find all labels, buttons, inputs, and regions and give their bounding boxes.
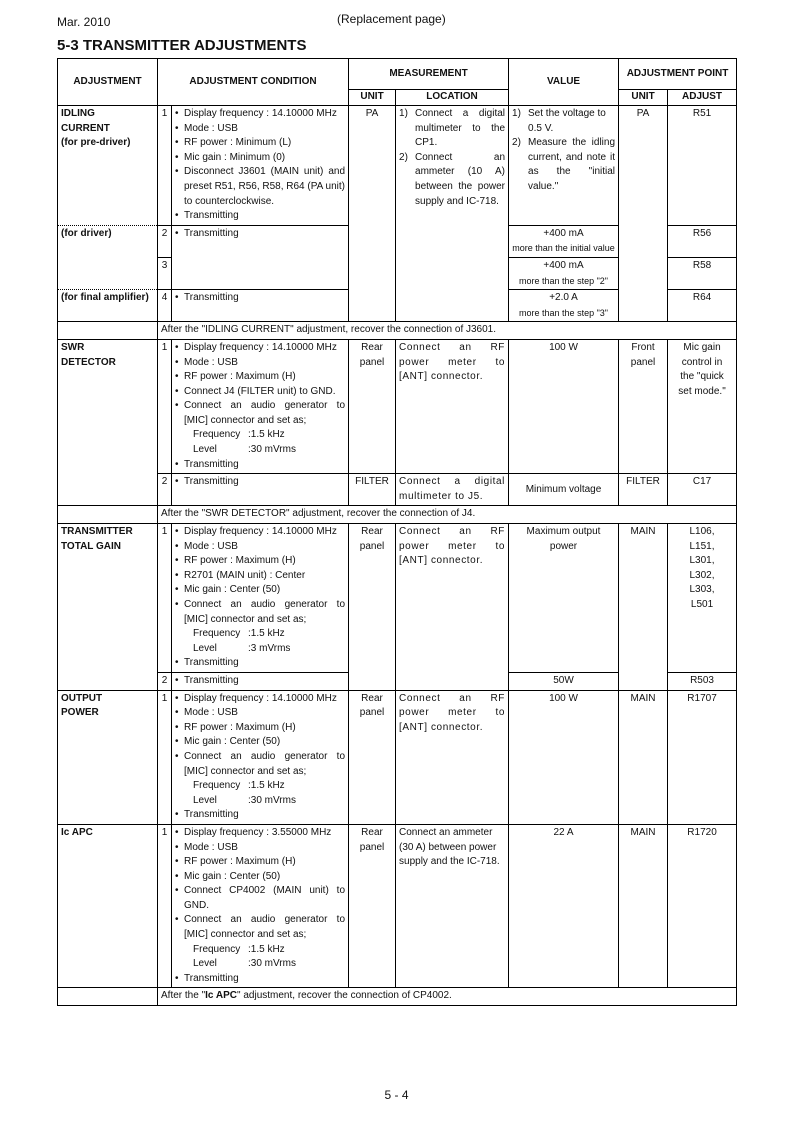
location-text: Connect an RF power meter to [ANT] connector. (399, 692, 506, 733)
adjust-part: L303, (689, 584, 715, 596)
adjustment-sublabel: (for driver) (58, 225, 158, 257)
condition-item: • Transmitting (175, 227, 345, 242)
adjust-part: L301, (689, 555, 715, 567)
setting-value: :1.5 kHz (248, 429, 285, 441)
condition-item: • Mode : USB (175, 122, 345, 137)
condition-item: • Display frequency : 14.10000 MHz (175, 525, 345, 540)
table-row (58, 524, 737, 673)
condition-item: • Transmitting (175, 808, 345, 823)
value-cell: Maximum output power (509, 524, 619, 673)
header-date: Mar. 2010 (57, 15, 111, 29)
adj-unit: Front panel (619, 339, 668, 473)
step-number: 2 (158, 225, 172, 257)
condition-cell (172, 339, 349, 473)
after-note (158, 988, 737, 1006)
condition-item: • Disconnect J3601 (MAIN unit) and preset R51, R56, R58, R64 (PA unit) to counterclockwise. (175, 165, 345, 209)
condition-item: • Display frequency : 3.55000 MHz (175, 826, 345, 841)
value-main: +2.0 A (549, 292, 578, 304)
col-adjustment-point: ADJUSTMENT POINT (619, 59, 737, 90)
setting-label: Frequency (193, 943, 241, 955)
value-text: Measure the idling current, and note it as the "initial value." (528, 137, 616, 192)
adj-control: R56 (668, 225, 737, 257)
condition-item: • Connect an audio generator to [MIC] connector and set as; (175, 750, 345, 779)
setting-value: :30 mVrms (248, 958, 296, 970)
col-adjustment: ADJUSTMENT (58, 59, 158, 106)
table-row (58, 474, 737, 506)
table-row (58, 106, 737, 226)
measure-unit: FILTER (349, 474, 396, 506)
gain-title: TRANSMITTER TOTAL GAIN (61, 526, 133, 552)
setting-value: :1.5 kHz (248, 943, 285, 955)
condition-item: • R2701 (MAIN unit) : Center (175, 569, 345, 584)
value-cell: 100 W (509, 690, 619, 824)
condition-item: • RF power : Maximum (H) (175, 855, 345, 870)
condition-item: • Transmitting (175, 656, 345, 671)
condition-item: • RF power : Maximum (H) (175, 370, 345, 385)
condition-item: • Display frequency : 14.10000 MHz (175, 341, 345, 356)
adjust-part: L501 (690, 599, 714, 610)
level-setting (175, 794, 345, 809)
location-item: 1) Connect a digital multimeter to the CP1. (399, 107, 505, 151)
col-ap-adjust: ADJUST (668, 90, 737, 106)
condition-cell (172, 474, 349, 506)
adj-control: C17 (668, 474, 737, 506)
replacement-note: (Replacement page) (337, 12, 446, 26)
adj-unit: MAIN (619, 824, 668, 988)
condition-item: • Display frequency : 14.10000 MHz (175, 692, 345, 707)
adj-control: R58 (668, 257, 737, 289)
condition-item: • Transmitting (175, 972, 345, 987)
condition-item: • Transmitting (175, 209, 345, 224)
condition-cell (172, 290, 349, 322)
setting-label: Level (193, 642, 217, 654)
measure-unit: Rear panel (349, 824, 396, 988)
measure-unit: PA (349, 106, 396, 322)
condition-item: • Display frequency : 14.10000 MHz (175, 107, 345, 122)
adj-control (668, 524, 737, 673)
value-text: Set the voltage to 0.5 V. (528, 108, 606, 134)
adj-unit: FILTER (619, 474, 668, 506)
condition-item: • Transmitting (175, 674, 345, 689)
condition-item: • Mic gain : Center (50) (175, 735, 345, 750)
note-row (58, 988, 737, 1006)
condition-item: • Connect CP4002 (MAIN unit) to GND. (175, 884, 345, 913)
measure-location (396, 339, 509, 473)
adjustment-name (58, 690, 158, 824)
col-measurement: MEASUREMENT (349, 59, 509, 90)
adjustment-table (57, 58, 737, 1006)
location-text: Connect an RF power meter to [ANT] connector. (399, 526, 506, 567)
condition-cell (172, 225, 349, 289)
adjustment-sublabel: (for final amplifier) (58, 290, 158, 322)
swr-title: SWR DETECTOR (61, 341, 116, 368)
col-condition: ADJUSTMENT CONDITION (158, 59, 349, 106)
setting-value: :30 mVrms (248, 794, 296, 806)
value-cell (509, 225, 619, 257)
adjust-part: L302, (689, 569, 715, 581)
adjustment-blank (58, 257, 158, 289)
col-unit: UNIT (349, 90, 396, 106)
output-title: OUTPUT POWER (61, 692, 103, 719)
condition-item: • Connect an audio generator to [MIC] connector and set as; (175, 598, 345, 627)
value-cell: 100 W (509, 339, 619, 473)
location-text: Connect a digital multimeter to the CP1. (415, 108, 506, 149)
col-location: LOCATION (396, 90, 509, 106)
condition-item: • RF power : Minimum (L) (175, 136, 345, 151)
condition-cell (172, 690, 349, 824)
adjust-part: L106, (689, 526, 715, 538)
setting-label: Level (193, 958, 217, 970)
setting-value: :30 mVrms (248, 444, 296, 456)
page-title: 5-3 TRANSMITTER ADJUSTMENTS (57, 37, 307, 54)
condition-item: • Mode : USB (175, 706, 345, 721)
adjustment-name (58, 339, 158, 506)
step-number: 3 (158, 257, 172, 289)
step-number: 2 (158, 672, 172, 690)
setting-label: Frequency (193, 429, 241, 441)
condition-item: • Connect an audio generator to [MIC] connector and set as; (175, 913, 345, 942)
condition-item: • Transmitting (175, 291, 345, 306)
adjustment-blank (58, 988, 158, 1006)
adj-unit: PA (619, 106, 668, 322)
measure-location (396, 106, 509, 322)
note-row (58, 506, 737, 524)
measure-unit: Rear panel (349, 690, 396, 824)
condition-item: • Mode : USB (175, 356, 345, 371)
condition-item: • Mode : USB (175, 540, 345, 555)
value-note: more than the initial value (512, 243, 615, 254)
measure-location (396, 524, 509, 691)
value-main: +400 mA (543, 227, 584, 239)
adj-control: R64 (668, 290, 737, 322)
page-number: 5 - 4 (384, 1088, 409, 1102)
setting-value: :1.5 kHz (248, 628, 285, 640)
condition-item: • Connect J4 (FILTER unit) to GND. (175, 385, 345, 400)
note-emphasis: Ic APC (205, 990, 238, 1002)
value-cell: Minimum voltage (509, 474, 619, 506)
step-number: 1 (158, 824, 172, 988)
frequency-setting (175, 428, 345, 443)
value-cell (509, 257, 619, 289)
adj-control: R1707 (668, 690, 737, 824)
after-note: After the "IDLING CURRENT" adjustment, recover the connection of J3601. (158, 322, 737, 340)
measure-location (396, 474, 509, 506)
adj-control: R51 (668, 106, 737, 226)
condition-item: • Connect an audio generator to [MIC] connector and set as; (175, 399, 345, 428)
value-cell (509, 290, 619, 322)
adj-control: R1720 (668, 824, 737, 988)
col-ap-unit: UNIT (619, 90, 668, 106)
note-text: " adjustment, recover the connection of CP4002. (237, 990, 452, 1002)
measure-unit: Rear panel (349, 339, 396, 473)
adjustment-name (58, 106, 158, 226)
idling-subtitle: (for pre-driver) (61, 137, 131, 149)
condition-cell (172, 106, 349, 226)
adjustment-name (58, 524, 158, 691)
level-setting (175, 443, 345, 458)
adjust-part: L151, (689, 540, 715, 552)
setting-label: Frequency (193, 780, 241, 792)
frequency-setting (175, 943, 345, 958)
step-number: 4 (158, 290, 172, 322)
condition-item: • Transmitting (175, 475, 345, 490)
condition-cell (172, 524, 349, 673)
condition-item: • RF power : Maximum (H) (175, 721, 345, 736)
value-cell: 22 A (509, 824, 619, 988)
condition-item: • Mode : USB (175, 841, 345, 856)
setting-value: :3 mVrms (248, 642, 291, 654)
step-number: 1 (158, 339, 172, 473)
condition-item: • Mic gain : Center (50) (175, 583, 345, 598)
condition-cell (172, 672, 349, 690)
setting-value: :1.5 kHz (248, 780, 285, 792)
setting-label: Level (193, 444, 217, 456)
adjustment-blank (58, 322, 158, 340)
condition-item: • Transmitting (175, 458, 345, 473)
adj-control: R503 (668, 672, 737, 690)
adjustment-blank (58, 506, 158, 524)
condition-cell (172, 824, 349, 988)
value-note: more than the step "2" (519, 275, 608, 286)
frequency-setting (175, 779, 345, 794)
value-note: more than the step "3" (519, 307, 608, 318)
note-text: After the " (161, 990, 206, 1002)
level-setting (175, 642, 345, 657)
value-item: 1) Set the voltage to 0.5 V. (512, 107, 615, 136)
step-number: 1 (158, 690, 172, 824)
adjustment-name: Ic APC (58, 824, 158, 988)
value-item: 2) Measure the idling current, and note it as the "initial value." (512, 136, 615, 194)
location-text: Connect an ammeter (10 A) between the power supply and IC-718. (415, 151, 506, 207)
col-value: VALUE (509, 59, 619, 106)
adj-control: Mic gain control in the "quick set mode." (668, 339, 737, 473)
header-row-1 (58, 59, 737, 90)
value-cell (509, 106, 619, 226)
condition-item: • Mic gain : Center (50) (175, 870, 345, 885)
value-cell: 50W (509, 672, 619, 690)
step-number: 1 (158, 524, 172, 673)
measure-location: Connect an ammeter (30 A) between power supply and the IC-718. (396, 824, 509, 988)
setting-label: Level (193, 794, 217, 806)
setting-label: Frequency (193, 628, 241, 640)
table-row (58, 690, 737, 824)
measure-location (396, 690, 509, 824)
value-main: +400 mA (543, 259, 584, 271)
measure-unit: Rear panel (349, 524, 396, 691)
note-row (58, 322, 737, 340)
location-text: Connect a digital multimeter to J5. (399, 476, 506, 502)
step-number: 1 (158, 106, 172, 226)
idling-title: IDLING CURRENT (61, 108, 110, 134)
after-note: After the "SWR DETECTOR" adjustment, recover the connection of J4. (158, 506, 737, 524)
step-number: 2 (158, 474, 172, 506)
frequency-setting (175, 627, 345, 642)
table-row (58, 339, 737, 473)
condition-item: • Mic gain : Minimum (0) (175, 151, 345, 166)
adj-unit: MAIN (619, 524, 668, 691)
table-row (58, 824, 737, 988)
location-item: 2) Connect an ammeter (10 A) between the power supply and IC-718. (399, 151, 505, 209)
condition-item: • RF power : Maximum (H) (175, 554, 345, 569)
location-text: Connect an RF power meter to [ANT] connector. (399, 341, 506, 383)
adj-unit: MAIN (619, 690, 668, 824)
level-setting (175, 957, 345, 972)
